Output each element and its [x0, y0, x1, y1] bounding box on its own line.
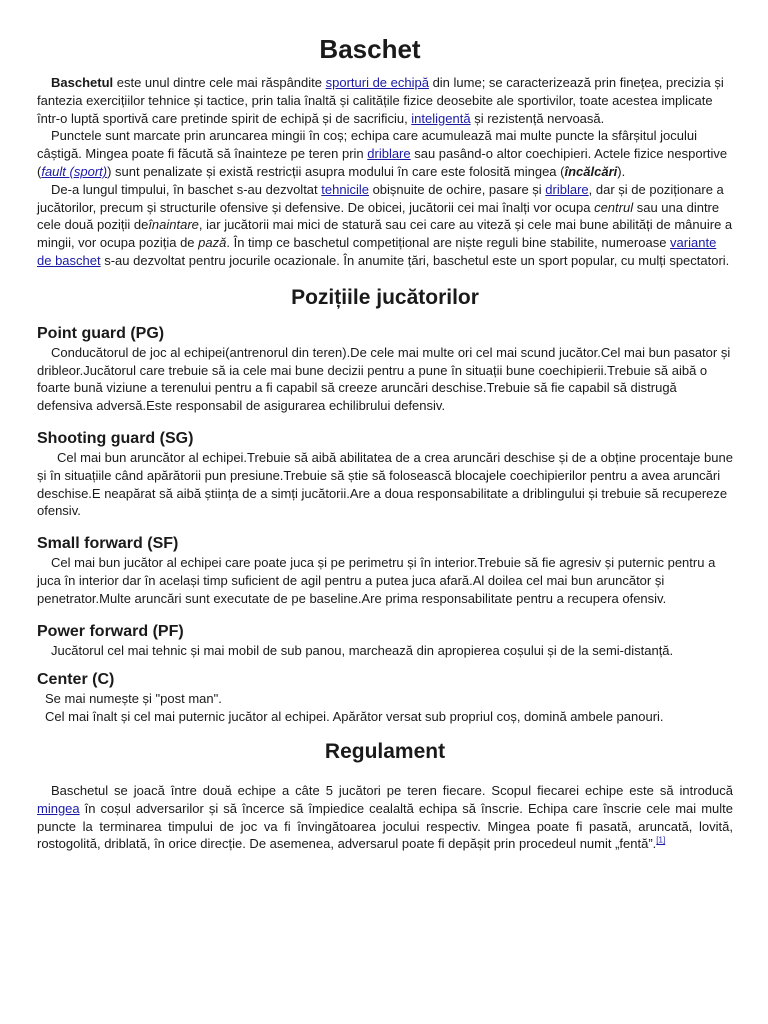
- position-description-line-2: Cel mai înalt și cel mai puternic jucător al echipei. Apărător versat sub propriul coș, domină ambele panouri.: [45, 709, 664, 725]
- position-point-guard: [37, 324, 733, 415]
- intro-bold-term: Baschetul: [51, 75, 114, 90]
- link-tehnicile[interactable]: tehnicile: [321, 181, 369, 197]
- text: . În timp ce baschetul competițional are niște reguli bine stabilite, numeroase: [226, 235, 671, 251]
- text: Punctele sunt marcate prin aruncarea mingii în coș; echipa care acumulează mai multe puncte la sfârșitul jocului câștigă. Mingea poate fi făcută să înainteze pe teren prin: [37, 128, 697, 162]
- position-heading: Point guard (PG): [37, 324, 165, 342]
- position-center: [37, 670, 733, 726]
- text: s-au dezvoltat pentru jocurile ocazionale. În anumite țări, baschetul este un sport popular, cu mulți spectatori.: [100, 252, 730, 268]
- bold-incalcari: încălcări: [564, 163, 618, 179]
- text: obișnuite de ochire, pasare și: [368, 181, 546, 197]
- rules-section-title: Regulament: [324, 739, 446, 763]
- em-centrul: centrul: [594, 199, 634, 215]
- page-title: Baschet: [319, 34, 421, 64]
- text: sau pasând-o altor coechipieri. Actele fizice nesportive (: [37, 146, 728, 179]
- article: [37, 30, 733, 853]
- text: Baschetul se joacă între două echipe a câte 5 jucători pe teren fiecare. Scopul fiecarei echipe este să introducă: [51, 782, 733, 798]
- text: , dar și de poziționare a jucătorilor, precum și structurile ofensive și defensive. De obicei, jucătorii cei mai înalți vor ocupa: [37, 181, 724, 215]
- text: în coșul adversarilor și să încerce să împiedice cealaltă echipa să înscrie. Echipa care înscrie cele mai multe puncte la terminarea timpului de joc va fi învingătoarea jocului respectiv. Mingea poate fi pasată, aruncată, lovită, rostogolită, driblată, în orice direcție. De asemenea, adversarul poate fi depășit prin procedeul numit „fentă”.: [37, 800, 733, 852]
- position-heading: Small forward (SF): [37, 535, 179, 553]
- link-variante-de-baschet[interactable]: variante de baschet: [37, 235, 717, 268]
- positions-section-title: Pozițiile jucătorilor: [291, 285, 479, 309]
- link-sporturi-de-echipa[interactable]: sporturi de echipă: [325, 75, 429, 90]
- position-power-forward: [37, 622, 733, 660]
- link-fault-sport[interactable]: fault (sport): [41, 163, 108, 179]
- link-mingea[interactable]: mingea: [37, 800, 80, 816]
- intro-paragraph-1: [37, 74, 733, 127]
- position-small-forward: [37, 534, 733, 607]
- link-driblare-2[interactable]: driblare: [545, 181, 589, 197]
- position-description: Cel mai bun jucător al echipei care poate juca și pe perimetru și în interior.Trebuie să fie agresiv și puternic pentru a juca în interior dar în același timp suficient de agil pentru a putea juca afară.Al doilea cel mai bun aruncător și penetrator.Multe aruncări sunt executate de pe baseline.Are prima responsabilitate pentru a recupera ofensiv.: [37, 555, 716, 606]
- link-driblare[interactable]: driblare: [367, 146, 411, 162]
- text: De-a lungul timpului, în baschet s-au dezvoltat: [51, 181, 322, 197]
- position-description: Conducătorul de joc al echipei(antrenorul din teren).De cele mai multe ori cel mai scund jucător.Cel mai bun pasator și dribleor.Jucătorul care trebuie să ia cele mai bune decizii pentru a pune în situații bune coechipierii.Trebuie să aibă o foarte bună viziune a terenului pentru a fi capabil să creeze aruncări deschise.Trebuie să fie capabil să distrugă defensiva adversă.Este responsabil de asigurarea echilibrului defensiv.: [37, 344, 731, 414]
- text: ) sunt penalizate și există restricții asupra modului în care este folosită mingea (: [107, 163, 565, 179]
- position-heading: Center (C): [37, 671, 115, 689]
- text: este unul dintre cele mai răspândite: [113, 75, 326, 90]
- rules-paragraph: [37, 782, 733, 853]
- position-description-line-1: Se mai numește și "post man".: [45, 691, 222, 707]
- position-shooting-guard: [37, 429, 733, 520]
- text: , iar jucătorii mai mici de statură sau cei care au viteză și cele mai bune abilități de mânuire a mingii, vor ocupa poziția de: [37, 217, 733, 251]
- position-description: Cel mai bun aruncător al echipei.Trebuie să aibă abilitatea de a crea aruncări deschise și de a obține procentaje bune și în situațiile când apărătorii pun presiune.Trebuie să știe să folosească blocajele coechipierilor pentru a avea aruncări deschise.E neapărat să aibă știința de a simți jucătorii.Are a doua responsabilitate a driblingului și trebuie să recupereze ofensiv.: [37, 449, 733, 519]
- em-paza: pază: [198, 235, 227, 251]
- intro-paragraph-2: [37, 127, 733, 180]
- position-description: Jucătorul cel mai tehnic și mai mobil de sub panou, marchează din apropierea coșului și de la semi-distanță.: [51, 642, 674, 658]
- text: ).: [617, 163, 626, 179]
- text: sau una dintre cele două poziții de: [37, 199, 720, 233]
- em-inaintare: înaintare: [148, 217, 199, 233]
- text: din lume; se caracterizează prin finețea, precizia și fantezia exercițiilor tehnice și tactice, prin talia înaltă și calitățile fizice deosebite ale sportivilor, toate acestea implicate într-o luptă sportivă care pretinde spirit de echipă și de sacrificiu,: [37, 75, 724, 126]
- position-heading: Shooting guard (SG): [37, 429, 194, 447]
- link-inteligenta[interactable]: inteligentă: [411, 110, 471, 126]
- intro-paragraph-3: [37, 181, 733, 270]
- text: și rezistență nervoasă.: [470, 110, 605, 126]
- reference-link[interactable]: [1]: [656, 835, 666, 845]
- position-heading: Power forward (PF): [37, 622, 184, 640]
